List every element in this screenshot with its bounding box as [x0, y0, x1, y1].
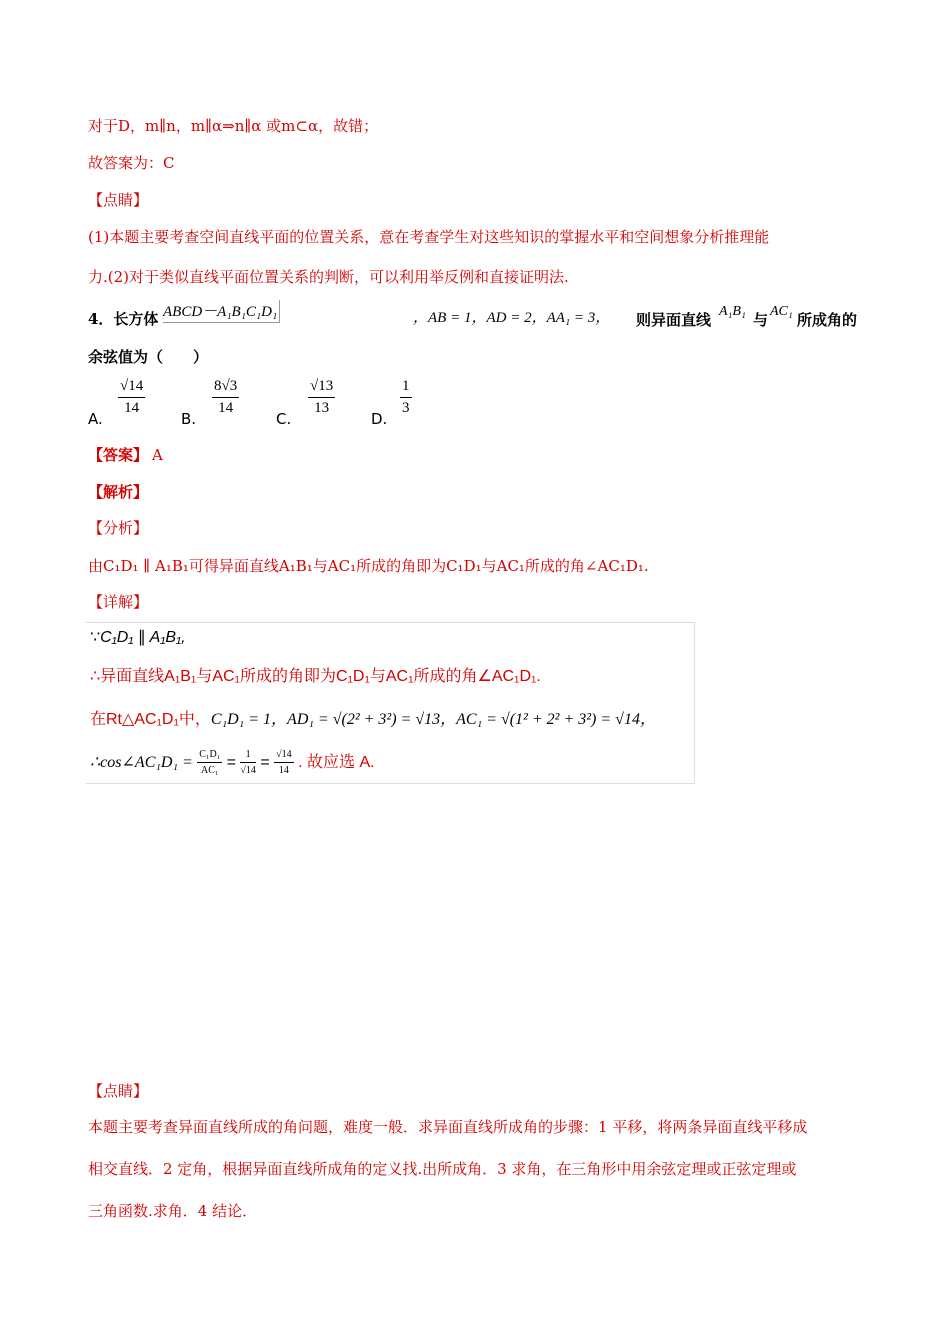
fenxi-heading: 【分析】	[88, 519, 149, 537]
detail-line-2: ∴异面直线A₁B₁与AC₁所成的角即为C₁D₁与AC₁所成的角∠AC₁D₁.	[90, 668, 541, 685]
detail-solution-box	[86, 622, 695, 784]
fraction-one-over-sqrt14: $\frac{1}{√14}$	[240, 749, 256, 777]
question-conditions: ，AB = 1，AD = 2，AA₁ = 3，	[413, 310, 611, 326]
solution-line-d: 对于D，m∥n，m∥α⇒n∥α 或m⊂α，故错；	[88, 117, 379, 135]
fraction-sqrt14-over-14: $\frac{√14}{14}$	[276, 749, 292, 777]
option-d-letter: D.	[371, 410, 388, 428]
option-c-fraction: $\frac{√13}{13}$	[310, 378, 334, 416]
option-d-fraction: $\frac{1}{3}$	[402, 378, 410, 416]
question-number: 4．长方体	[88, 310, 159, 328]
solid-name: ABCD－A₁B₁C₁D₁	[163, 300, 280, 323]
option-c-letter: C.	[276, 410, 292, 428]
bottom-line-1: 本题主要考查异面直线所成的角问题，难度一般．求异面直线所成角的步骤：1 平移，将两条异面直线平移成	[88, 1118, 808, 1136]
question-ask-2: 所成角的	[797, 311, 858, 329]
line-b: AC₁	[770, 304, 793, 319]
option-a-letter: A.	[88, 410, 103, 428]
answer-summary: 故答案为：C	[88, 154, 175, 172]
detail-line-3: 在Rt△AC₁D₁中，C₁D₁ = 1，AD₁ = √(2² + 3²) = √13，AC₁ = √(1² + 2² + 3²) = √14，	[90, 711, 656, 728]
option-b-letter: B.	[181, 410, 197, 428]
answer-heading: 【答案】	[88, 446, 149, 464]
bottom-dianjing-heading: 【点睛】	[88, 1082, 149, 1100]
question-ask-line2: 余弦值为（ ）	[88, 348, 209, 366]
line-a: A₁B₁	[719, 304, 746, 319]
detail-line-1: ∵C₁D₁ ∥ A₁B₁,	[90, 629, 186, 646]
fraction-c1d1-over-ac1: $\frac{\text{C₁D₁}}{\text{AC₁}}$	[199, 749, 221, 777]
xiangjie-heading: 【详解】	[88, 593, 149, 611]
answer-value: A	[152, 446, 163, 464]
dianjing-heading: 【点睛】	[88, 191, 149, 209]
detail-line-4: ∴cos∠AC₁D₁ = $\frac{\text{C₁D₁}}{\text{AC₁}}$ = $\frac{1}{√14}$ = $\frac{√14}{14}$ . 故应选 A.	[90, 749, 375, 777]
option-b-fraction: $\frac{8√3}{14}$	[214, 378, 238, 416]
analysis-line: 由C₁D₁ ∥ A₁B₁可得异面直线A₁B₁与AC₁所成的角即为C₁D₁与AC₁所成的角∠AC₁D₁.	[88, 557, 649, 575]
option-a-fraction: $\frac{√14}{14}$	[120, 378, 144, 416]
question-ask-1: 则异面直线	[636, 311, 712, 329]
bottom-line-3: 三角函数.求角．4 结论．	[88, 1202, 258, 1220]
bottom-line-2: 相交直线．2 定角，根据异面直线所成角的定义找.出所成角．3 求角，在三角形中用余弦定理或正弦定理或	[88, 1160, 797, 1178]
question-and: 与	[753, 311, 769, 329]
note-line-1: (1)本题主要考查空间直线平面的位置关系，意在考查学生对这些知识的掌握水平和空间想象分析推理能	[88, 228, 770, 246]
note-line-2: 力.(2)对于类似直线平面位置关系的判断，可以利用举反例和直接证明法.	[88, 268, 569, 286]
jiexi-heading: 【解析】	[88, 483, 149, 501]
